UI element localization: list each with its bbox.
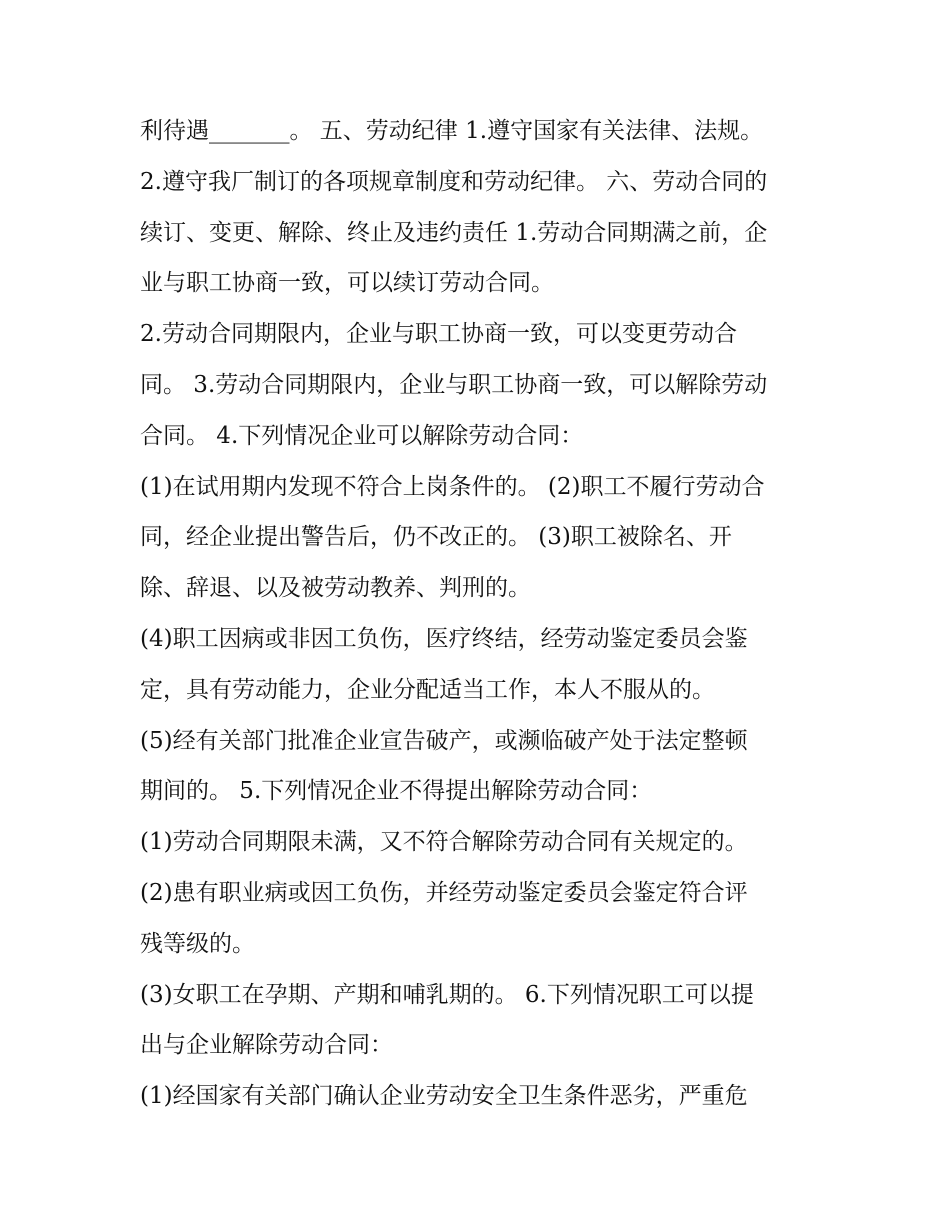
contract-body-text [140, 106, 820, 1122]
text-line-18: (3)女职工在孕期、产期和哺乳期的。 6.下列情况职工可以提 [140, 981, 754, 1008]
text-line-9: 同，经企业提出警告后，仍不改正的。 (3)职工被除名、开 [140, 524, 732, 551]
text-line-11: (4)职工因病或非因工负伤，医疗终结，经劳动鉴定委员会鉴 [140, 625, 748, 652]
text-line-8: (1)在试用期内发现不符合上岗条件的。 (2)职工不履行劳动合 [140, 473, 765, 500]
text-line-14: 期间的。 5.下列情况企业不得提出解除劳动合同： [140, 778, 653, 805]
text-line-2: 2.遵守我厂制订的各项规章制度和劳动纪律。 六、劳动合同的 [140, 168, 768, 195]
text-line-16: (2)患有职业病或因工负伤，并经劳动鉴定委员会鉴定符合评 [140, 879, 748, 906]
text-line-20: (1)经国家有关部门确认企业劳动安全卫生条件恶劣，严重危 [140, 1083, 748, 1110]
text-line-19: 出与企业解除劳动合同： [140, 1032, 393, 1059]
text-line-15: (1)劳动合同期限未满，又不符合解除劳动合同有关规定的。 [140, 829, 748, 856]
text-line-12: 定，具有劳动能力，企业分配适当工作，本人不服从的。 [140, 676, 715, 703]
text-line-17: 残等级的。 [140, 930, 255, 957]
text-line-7: 合同。 4.下列情况企业可以解除劳动合同： [140, 422, 584, 449]
text-line-1: 利待遇_______。 五、劳动纪律 1.遵守国家有关法律、法规。 [140, 118, 764, 144]
text-line-5: 2.劳动合同期限内，企业与职工协商一致，可以变更劳动合 [140, 321, 737, 348]
text-line-10: 除、辞退、以及被劳动教养、判刑的。 [140, 575, 531, 602]
text-line-13: (5)经有关部门批准企业宣告破产，或濒临破产处于法定整顿 [140, 727, 748, 754]
text-line-4: 业与职工协商一致，可以续订劳动合同。 [140, 270, 554, 297]
text-line-3: 续订、变更、解除、终止及违约责任 1.劳动合同期满之前，企 [140, 219, 768, 246]
text-line-6: 同。 3.劳动合同期限内，企业与职工协商一致，可以解除劳动 [140, 371, 768, 398]
